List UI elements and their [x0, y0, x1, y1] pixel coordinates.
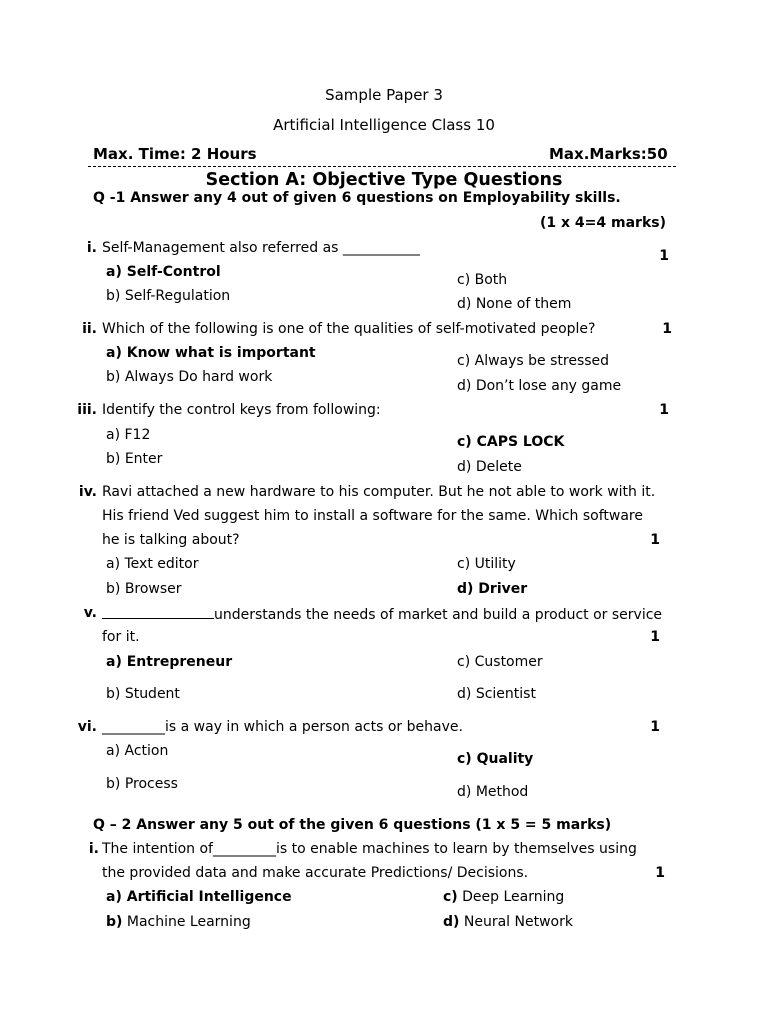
- question-text-line: The intention of_________is to enable machines to learn by themselves using: [102, 841, 637, 857]
- question-mark: 1: [650, 532, 660, 548]
- option-d: d) None of them: [457, 296, 572, 312]
- option-d: d) Driver: [457, 581, 528, 597]
- question-text-line: the provided data and make accurate Predictions/ Decisions.: [102, 865, 529, 881]
- paper-subject: Artificial Intelligence Class 10: [273, 116, 495, 134]
- option-c: c) Quality: [457, 751, 534, 767]
- question-text-line: His friend Ved suggest him to install a software for the same. Which software: [102, 508, 643, 524]
- q1-instruction: Q -1 Answer any 4 out of given 6 questions on Employability skills.: [93, 190, 621, 206]
- option-c: c) Always be stressed: [457, 353, 610, 369]
- option-d: d) Method: [457, 784, 529, 800]
- question-number: vi.: [77, 719, 97, 735]
- max-marks: Max.Marks:50: [549, 145, 668, 163]
- option-c: c) Both: [457, 272, 508, 288]
- header-divider: [88, 166, 676, 167]
- max-time: Max. Time: 2 Hours: [93, 145, 257, 163]
- option-a: a) F12: [106, 427, 151, 443]
- question-number: v.: [83, 605, 97, 621]
- option-b: b) Machine Learning: [106, 914, 251, 930]
- option-d: d) Delete: [457, 459, 522, 475]
- option-b: b) Process: [106, 776, 178, 792]
- question-mark: 1: [659, 402, 669, 418]
- question-number: iv.: [78, 484, 97, 500]
- paper-title: Sample Paper 3: [325, 86, 443, 104]
- section-title: Section A: Objective Type Questions: [205, 170, 563, 190]
- question-number: ii.: [82, 321, 97, 337]
- option-a: a) Text editor: [106, 556, 199, 572]
- option-a: a) Entrepreneur: [106, 654, 233, 670]
- q1-marks: (1 x 4=4 marks): [540, 215, 666, 231]
- question-mark: 1: [662, 321, 672, 337]
- question-number: i.: [88, 841, 99, 857]
- option-a: a) Artificial Intelligence: [106, 889, 292, 905]
- question-text-line: understands the needs of market and build a product or service: [102, 605, 662, 623]
- option-b: b) Always Do hard work: [106, 369, 273, 385]
- question-text: Identify the control keys from following:: [102, 402, 381, 418]
- question-number: i.: [86, 240, 97, 256]
- option-a: a) Know what is important: [106, 345, 316, 361]
- question-mark: 1: [655, 865, 665, 881]
- answer-blank: [102, 605, 214, 619]
- question-text: Self-Management also referred as ___________: [102, 240, 420, 256]
- option-b: b) Student: [106, 686, 180, 702]
- option-c: c) Deep Learning: [443, 889, 565, 905]
- option-a: a) Action: [106, 743, 169, 759]
- option-d: d) Neural Network: [443, 914, 573, 930]
- option-a: a) Self-Control: [106, 264, 221, 280]
- question-text: _________is a way in which a person acts or behave.: [102, 719, 463, 735]
- question-number: iii.: [77, 402, 97, 418]
- question-text-line: Ravi attached a new hardware to his computer. But he not able to work with it.: [102, 484, 656, 500]
- option-d: d) Don’t lose any game: [457, 378, 622, 394]
- option-c: c) Utility: [457, 556, 516, 572]
- question-mark: 1: [650, 719, 660, 735]
- option-d: d) Scientist: [457, 686, 536, 702]
- q2-instruction: Q – 2 Answer any 5 out of the given 6 questions (1 x 5 = 5 marks): [93, 817, 612, 833]
- option-b: b) Browser: [106, 581, 182, 597]
- question-text-line: for it.: [102, 629, 140, 645]
- question-text: Which of the following is one of the qualities of self-motivated people?: [102, 321, 596, 337]
- option-c: c) Customer: [457, 654, 543, 670]
- question-mark: 1: [650, 629, 660, 645]
- question-text-line: he is talking about?: [102, 532, 240, 548]
- option-b: b) Self-Regulation: [106, 288, 231, 304]
- option-c: c) CAPS LOCK: [457, 434, 565, 450]
- option-b: b) Enter: [106, 451, 163, 467]
- question-mark: 1: [659, 248, 669, 264]
